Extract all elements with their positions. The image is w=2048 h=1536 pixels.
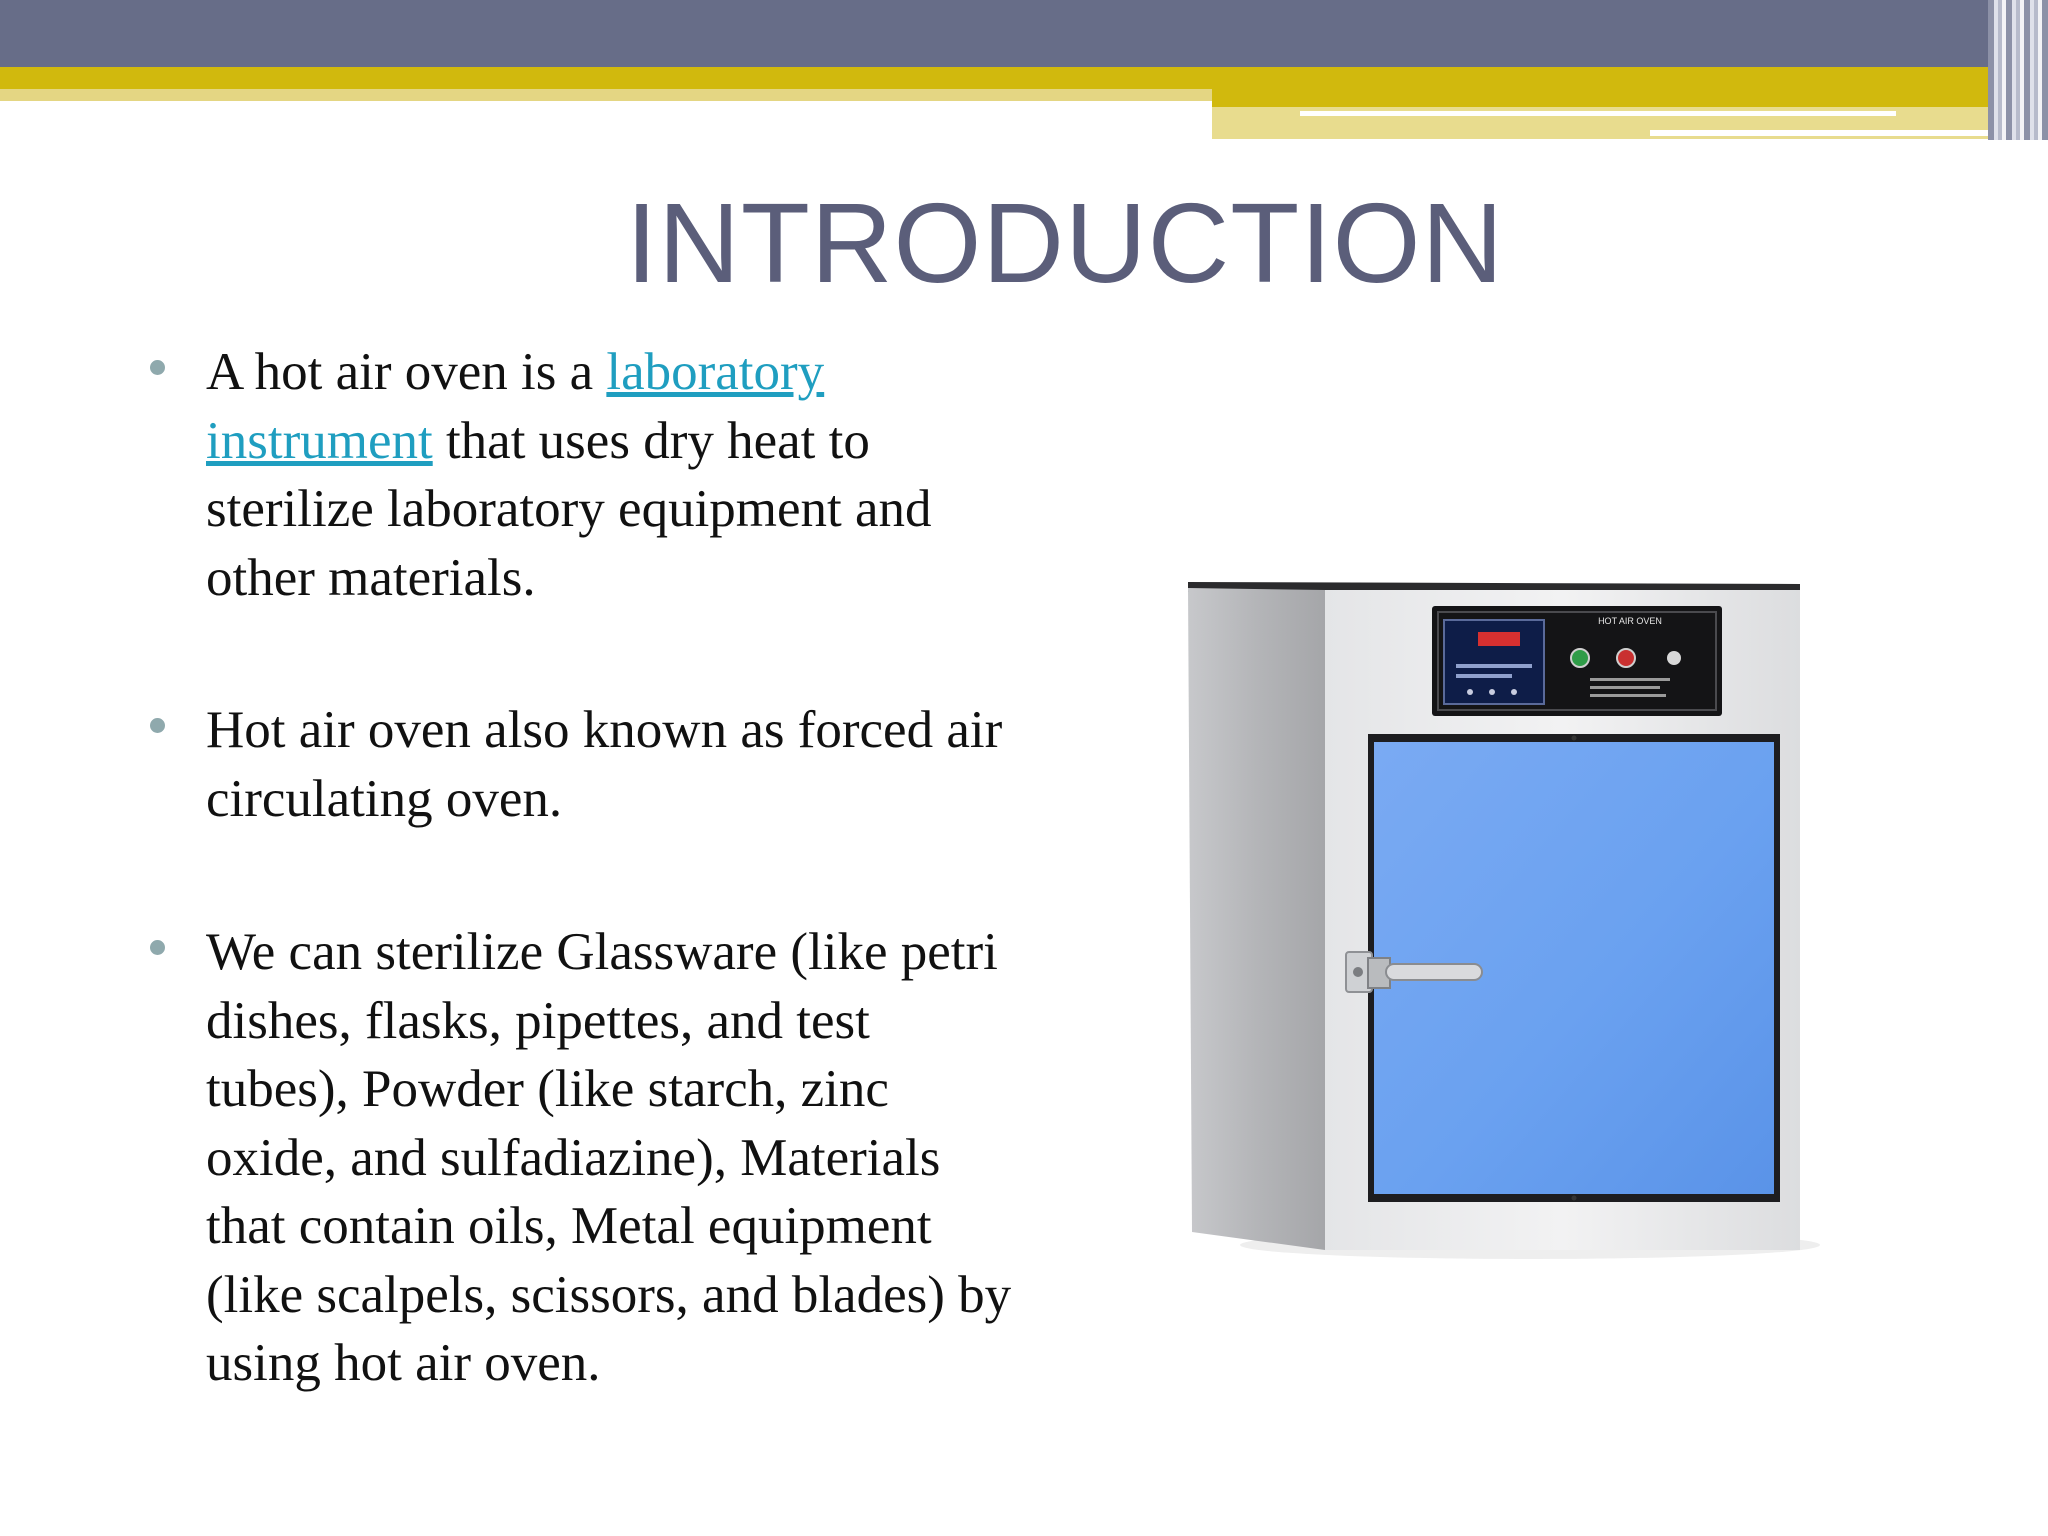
bullet-item-1 bbox=[150, 338, 1020, 612]
controller-key-icon bbox=[1489, 689, 1495, 695]
link-word-2: instrument bbox=[206, 411, 433, 470]
bullet-item-2 bbox=[150, 696, 1020, 833]
red-indicator-icon bbox=[1617, 649, 1635, 667]
panel-text-line bbox=[1590, 678, 1670, 681]
bullet-dot bbox=[150, 718, 165, 733]
header-gold-band-left-light bbox=[0, 89, 1212, 101]
controller-label-line bbox=[1456, 664, 1532, 668]
controller-key-icon bbox=[1511, 689, 1517, 695]
panel-text-line bbox=[1590, 694, 1666, 697]
bullet-text-2: Hot air oven also known as forced air circulating oven. bbox=[206, 701, 1003, 828]
panel-text-line bbox=[1590, 686, 1660, 689]
bullet-dot bbox=[150, 360, 165, 375]
bullet-text-3: We can sterilize Glassware (like petri dishes, flasks, pipettes, and test tubes), Powder (like starch, zinc oxide, and sulfadiazine), Materials that contain oils, Metal equipment (like scalpels, scissors, and blades) by using hot air oven. bbox=[206, 923, 1012, 1392]
header-rule-1 bbox=[1300, 111, 1896, 116]
header-right-stripes bbox=[1988, 0, 2048, 140]
slide-title: INTRODUCTION bbox=[625, 180, 1505, 306]
bullet-item-3 bbox=[150, 918, 1020, 1398]
header-band bbox=[0, 0, 2048, 67]
screw-icon bbox=[1572, 736, 1577, 741]
header-rule-2 bbox=[1650, 130, 2002, 136]
temperature-readout bbox=[1478, 632, 1520, 646]
header-gold-band-left bbox=[0, 67, 1212, 89]
controller-label-line bbox=[1456, 674, 1512, 678]
controller-key-icon bbox=[1467, 689, 1473, 695]
bullet-dot bbox=[150, 940, 165, 955]
bullet-1-text-before: A hot air oven is a bbox=[206, 343, 607, 401]
link-word-1: laboratory bbox=[606, 343, 825, 401]
header-gold-band-right bbox=[1212, 67, 2002, 107]
screw-icon bbox=[1572, 1196, 1577, 1201]
hinge-bolt-icon bbox=[1353, 967, 1363, 977]
hot-air-oven-illustration bbox=[1180, 570, 1820, 1270]
switch-icon bbox=[1667, 651, 1681, 665]
hot-air-oven-image bbox=[1180, 570, 1820, 1270]
bullet-text-1 bbox=[206, 338, 1020, 612]
door-handle[interactable] bbox=[1386, 964, 1482, 980]
green-indicator-icon bbox=[1571, 649, 1589, 667]
control-panel-label: HOT AIR OVEN bbox=[1598, 616, 1662, 626]
oven-side-panel bbox=[1188, 588, 1325, 1250]
bullet-1-text-after: that uses dry heat to sterilize laboratory equipment and other materials. bbox=[206, 411, 932, 607]
